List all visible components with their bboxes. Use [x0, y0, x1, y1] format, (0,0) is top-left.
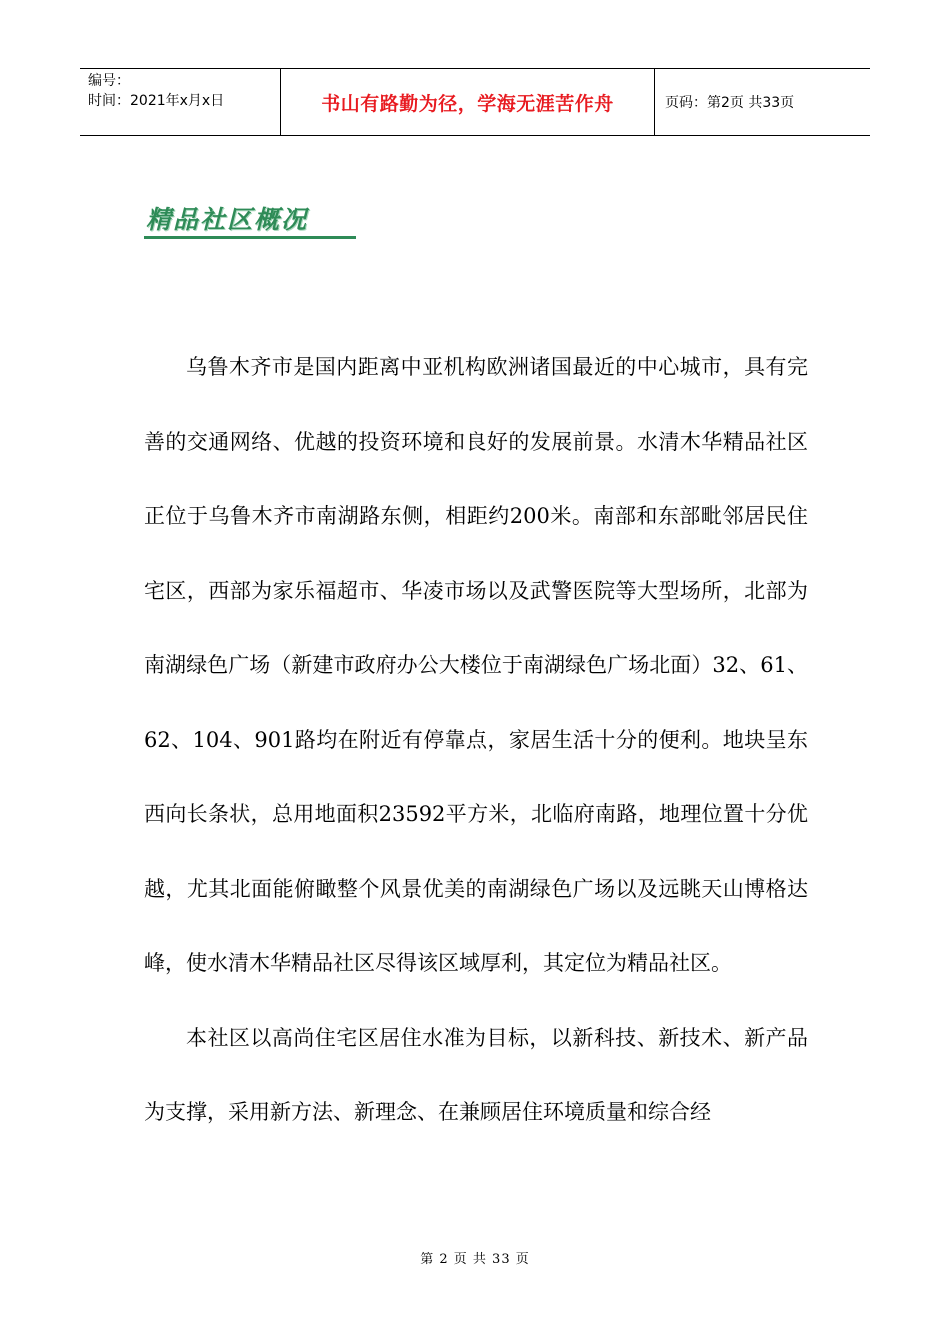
header-motto: 书山有路勤为径，学海无涯苦作舟 — [281, 69, 655, 135]
body-content — [144, 330, 808, 1150]
paragraph-2: 本社区以高尚住宅区居住水准为目标，以新科技、新技术、新产品为支撑，采用新方法、新理念、在兼顾居住环境质量和综合经 — [144, 1025, 808, 1124]
paragraph-1: 乌鲁木齐市是国内距离中亚机构欧洲诸国最近的中心城市，具有完善的交通网络、优越的投资环境和良好的发展前景。水清木华精品社区正位于乌鲁木齐市南湖路东侧，相距约200米。南部和东部毗邻居民住宅区，西部为家乐福超市、华凌市场以及武警医院等大型场所，北部为南湖绿色广场（新建市政府办公大楼位于南湖绿色广场北面）32、61、62、104、901路均在附近有停靠点，家居生活十分的便利。地块呈东西向长条状，总用地面积23592平方米，北临府南路，地理位置十分优越，尤其北面能俯瞰整个风景优美的南湖绿色广场以及远眺天山博格达峰，使水清木华精品社区尽得该区域厚利，其定位为精品社区。 — [144, 355, 808, 975]
document-date: 时间：2021年x月x日 — [88, 93, 225, 109]
page-footer: 第 2 页 共 33 页 — [420, 1252, 530, 1267]
header-meta-cell — [80, 69, 281, 135]
header-page-info: 页码：第2页 共33页 — [665, 95, 795, 111]
title-underline — [144, 236, 356, 239]
section-title: 精品社区概况 — [146, 205, 309, 234]
document-number-label: 编号： — [88, 73, 130, 89]
page-header — [80, 68, 870, 136]
